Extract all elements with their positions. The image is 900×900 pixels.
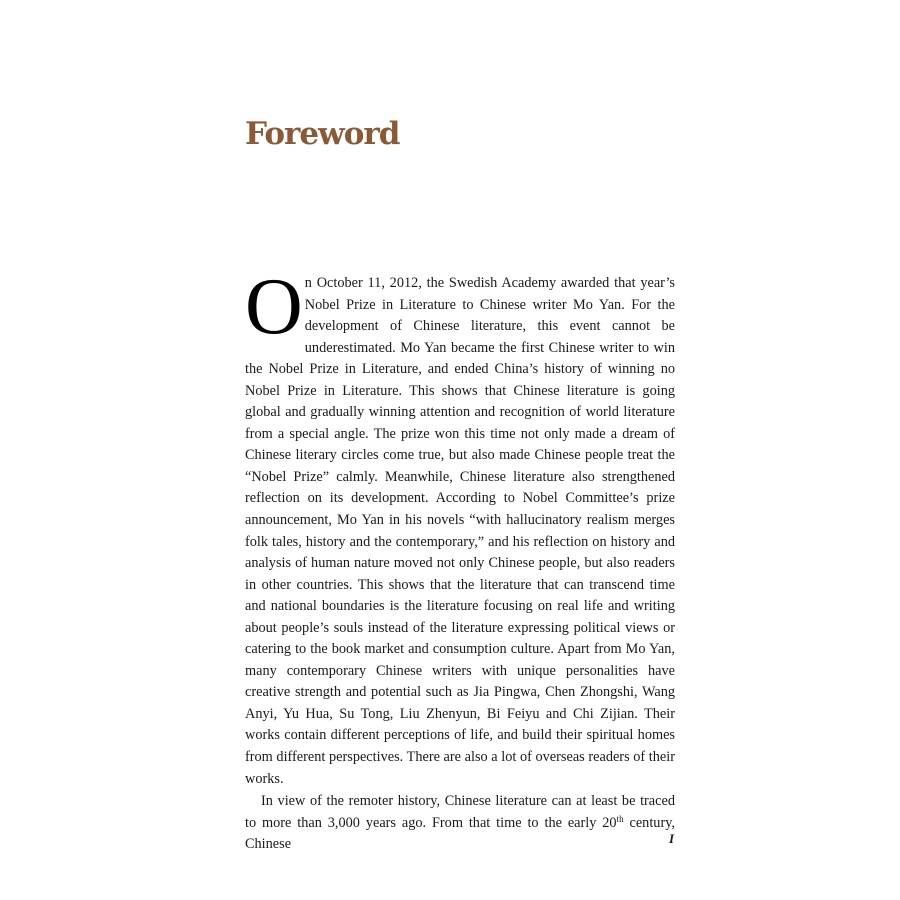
paragraph-text-continued: century, Chinese bbox=[245, 814, 675, 853]
superscript: th bbox=[616, 813, 624, 824]
paragraph bbox=[245, 791, 675, 856]
drop-cap: O bbox=[245, 263, 303, 351]
paragraph bbox=[245, 263, 675, 790]
page-number: I bbox=[669, 831, 675, 846]
paragraph-text: n October 11, 2012, the Swedish Academy awarded that year’s Nobel Prize in Literature to Chinese writer Mo Yan. For the development of Chinese literature, this event cannot be underestimated. Mo Yan became the first Chinese writer to win the Nobel Prize in Literature, and ended China’s history of winning no Nobel Prize in Literature. This shows that Chinese literature is going global and gradually winning attention and recognition of world literature from a special angle. The prize won this time not only made a dream of Chinese literary circles come true, but also made Chinese people treat the “Nobel Prize” calmly. Meanwhile, Chinese literature also strengthened reflection on its development. According to Nobel Committee’s prize announcement, Mo Yan in his novels “with hallucinatory realism merges folk tales, history and the contemporary,” and his reflection on history and analysis of human nature moved not only Chinese people, but also readers in other countries. This shows that the literature that can transcend time and national boundaries is the literature focusing on real life and writing about people’s souls instead of the literature expressing political views or catering to the book market and consumption culture. Apart from Mo Yan, many contemporary Chinese writers with unique personalities have creative strength and potential such as Jia Pingwa, Chen Zhongshi, Wang Anyi, Yu Hua, Su Tong, Liu Zhenyun, Bi Feiyu and Chi Zijian. Their works contain different perceptions of life, and build their spiritual homes from different perspectives. There are also a lot of overseas readers of their works. bbox=[245, 275, 675, 787]
body-text bbox=[245, 263, 675, 856]
paragraph-text: In view of the remoter history, Chinese literature can at least be traced to more than 3,000 years ago. From that time to the early 20 bbox=[245, 793, 675, 831]
chapter-title: Foreword bbox=[245, 116, 400, 152]
